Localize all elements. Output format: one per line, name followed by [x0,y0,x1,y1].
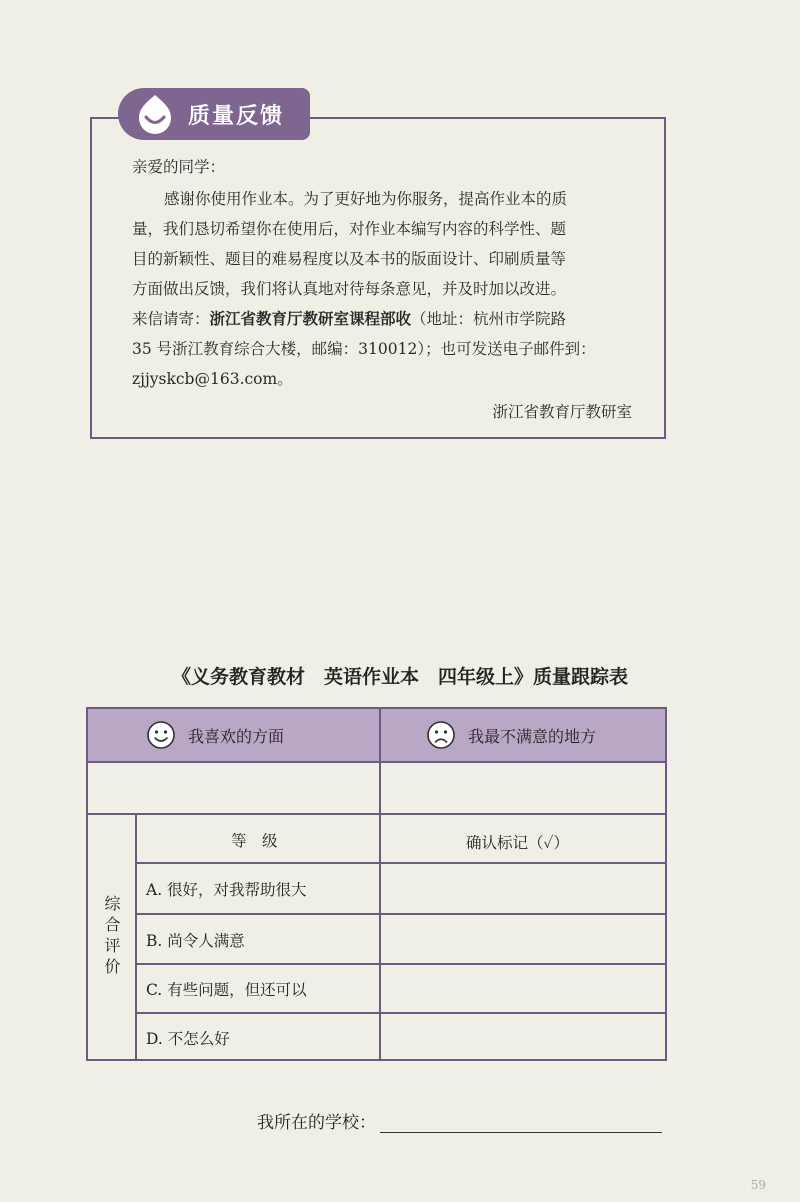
feedback-line: 方面做出反馈，我们将认真地对待每条意见，并及时加以改进。 [132,280,567,298]
confirm-header: 确认标记（✓） [466,834,569,852]
category-cell [88,815,135,1059]
contact-email: zjjyskcb@163.com。 [132,370,293,388]
dislike-header-label: 我最不满意的地方 [468,726,597,746]
grade-option: B. 尚令人满意 [146,932,245,950]
category-label: 综合评价 [102,895,121,979]
feedback-body [132,184,642,394]
grade-option: C. 有些问题，但还可以 [146,981,307,999]
grid-line [135,913,665,915]
smile-face-icon [146,720,176,750]
grid-line [135,963,665,965]
grid-line [135,1012,665,1014]
school-field [257,1108,662,1133]
school-blank[interactable] [380,1112,662,1133]
grade-option: A. 很好，对我帮助很大 [146,881,307,899]
feedback-smile-icon [132,91,178,137]
grid-line [135,862,665,864]
dislike-header [426,709,596,761]
feedback-title: 质量反馈 [188,103,285,129]
sad-face-icon [426,720,456,750]
feedback-line: 量，我们恳切希望你在使用后，对作业本编写内容的科学性、题 [132,220,567,238]
page-mark: 59 [750,1178,766,1192]
grid-line [379,709,381,1059]
grid-line [135,813,137,1059]
contact-prefix: 来信请寄： [132,310,210,328]
grid-line [88,813,665,815]
school-label: 我所在的学校： [257,1113,376,1133]
grade-header: 等 级 [231,832,278,850]
contact-line [132,304,642,334]
feedback-line: 感谢你使用作业本。为了更好地为你服务，提高作业本的质 [164,190,568,208]
feedback-line: 目的新颖性、题目的难易程度以及本书的版面设计、印刷质量等 [132,250,567,268]
contact-address-2: 35 号浙江教育综合大楼，邮编：310012）；也可发送电子邮件到： [132,340,596,358]
feedback-badge [118,88,310,140]
tracking-title: 《义务教育教材 英语作业本 四年级上》质量跟踪表 [171,666,628,688]
grade-option: D. 不怎么好 [146,1030,230,1048]
contact-org: 浙江省教育厅教研室课程部收 [209,310,412,328]
like-header-label: 我喜欢的方面 [188,726,285,746]
like-header [146,709,284,761]
signature: 浙江省教育厅教研室 [492,403,632,421]
tracking-table [86,707,667,1061]
greeting: 亲爱的同学： [132,158,226,176]
contact-address-1: （地址：杭州市学院路 [411,310,567,328]
